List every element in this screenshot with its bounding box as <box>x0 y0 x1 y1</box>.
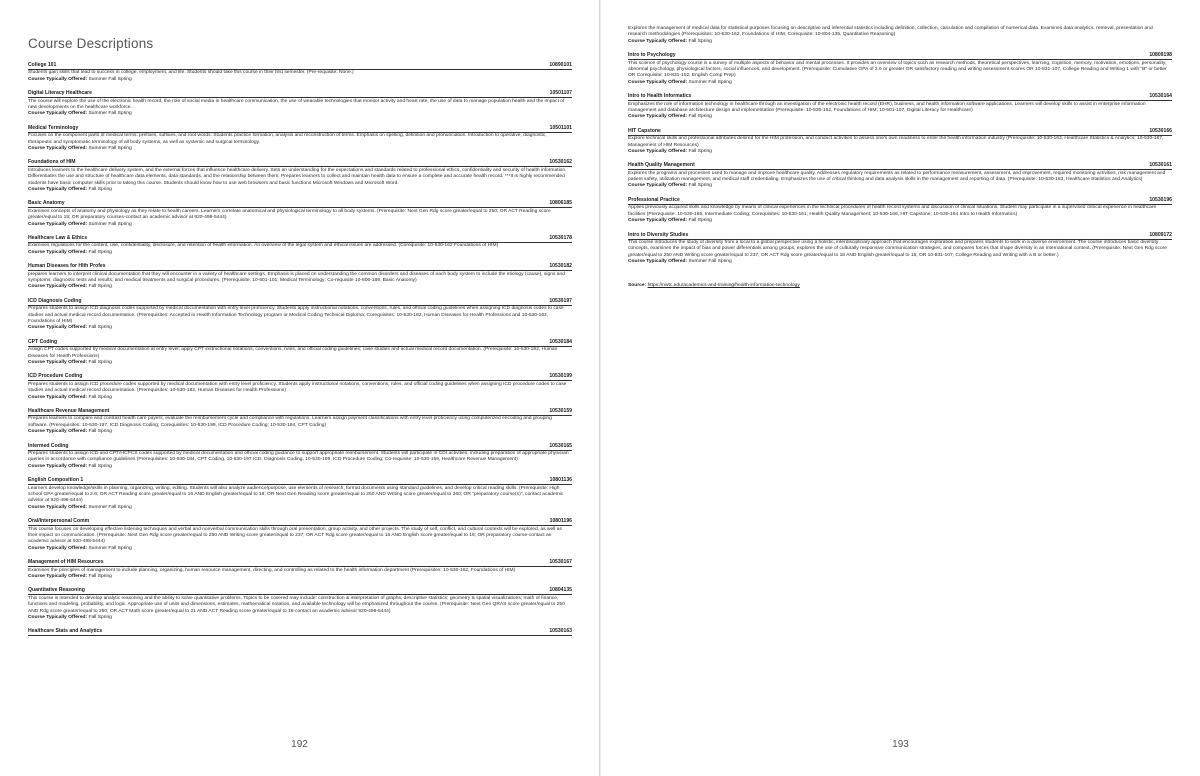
course-description: Prepares students to assign ICD and CPT/HCPCS codes supported by medical documentation and official coding guidance to support appropriate reimbursement. Students will participate in CDI activities, including preparation of appropriate physician queries in accordance with compliance guidelines (Prerequisites: 10-530-184, CPT Coding, 10-530-197 ICD, Diagnosis Coding, 10-530-199, ICD Procedure Coding; Co-requisite: 10-530-159, Healthcare Revenue Management) <box>28 451 569 463</box>
offered-terms: Fall Spring <box>88 614 112 620</box>
course-offered <box>28 325 572 331</box>
course-offered <box>628 183 1172 189</box>
course-description: Students gain skills that lead to success in college, employment, and life. Students should take this course in their first semester. (Pre-requisite: None.) <box>28 70 354 76</box>
course-header <box>28 518 572 526</box>
course-entry <box>28 559 572 580</box>
course-entry <box>28 339 572 366</box>
course-description: Introduces learners to the healthcare delivery system, and the external forces that influence healthcare delivery. Sets an understanding for the expectations and standards related to professional ethics, confidentiality and security of health information. Differentiates the use and structure of healthcare data elements, data standards, and the relationship between them. Prepares learners to collect and maintain health data to ensure a complete and accurate health record. ***It is highly recommended students have basic computer skills prior to taking this course. Students should know how to use web browsers and basic functions Microsoft Windows and Microsoft Word. <box>28 167 567 186</box>
offered-terms: Fall Spring <box>88 359 112 365</box>
course-header <box>28 408 572 416</box>
course-offered <box>628 259 1172 265</box>
course-code: 10530161 <box>1149 162 1172 169</box>
offered-label: Course Typically Offered: <box>28 429 88 435</box>
course-description: Assign CPT codes supported by medical documentation at entry level; apply CPT instructional notations, conventions, rules, and official coding guidelines; case studies and actual medical record documentation. (Prerequisite: 10-530-182, Human Diseases for Health Professions) <box>28 347 558 359</box>
course-entry <box>628 52 1172 86</box>
course-description: This science of psychology course is a survey of multiple aspects of behavior and mental processes. It provides an overview of topics such as research methods, theoretical perspectives, learning, cognition, memory, motivation, emotions, personality, abnormal psychology, physiological factors, social influences, and development. (Prerequisite: Cumulative GPA of 2.6 or greater OR satisfactory reading and writing assessment scores OR 10-831-107, College Reading and Writing 1 with "B" or better OR Corequisite: 10-831-102, English Comp Prep) <box>628 60 1167 79</box>
source-line <box>628 283 1172 289</box>
course-offered <box>28 505 572 511</box>
course-title: Management of HIM Resources <box>28 559 104 566</box>
course-offered <box>28 284 572 290</box>
offered-label: Course Typically Offered: <box>28 394 88 400</box>
course-entry <box>28 235 572 256</box>
course-title: Basic Anatomy <box>28 200 65 207</box>
offered-terms: Fall Spring <box>88 284 112 290</box>
course-continuation <box>628 26 1172 45</box>
course-entry <box>28 298 572 332</box>
course-entry <box>28 518 572 552</box>
course-description: Prepares students to assign ICD procedure codes supported by medical documentation with entry level proficiency. Students apply instructional notations, conventions, rules, and official coding guidelines when assigning ICD procedure codes to case studies and actual medical record documentation. (Prerequisites: 10-530-182, Human Diseases for Health Professions) <box>28 381 567 394</box>
offered-terms: Fall Spring <box>688 183 712 189</box>
course-description: prepares learners to interpret clinical documentation that they will encounter in a variety of healthcare settings. Emphasis is placed on understanding the common disorders and diseases of each body system to include the etiology (cause), signs and symptoms, diagnostic tests and results, and medical treatments and surgical procedures. (Prerequisite: 10-501-101, Medical Terminology; Co-requisite 10-806-189, Basic Anatomy) <box>28 271 565 284</box>
course-title: Intro to Health Informatics <box>628 93 692 100</box>
course-description: This course focuses on developing effective listening techniques and verbal and nonverbal communication skills through oral presentation, group activity, and other projects. The study of self, conflict, and cultural contexts will be explored, as well as their impact on communication. (Prerequisite: Next Gen Rdg score greater/equal to 250 AND Writing score greater/equal to 237; OR ACT Rdg score greater/equal to 16 AND English score greater/equal to 16; OR preparatory course-contact an academic advisor at 920-498-5444) <box>28 526 562 545</box>
course-description: Examines the principles of management to include planning, organizing, human resource management, directing, and controlling as related to the health information department (Prerequisites: 10-530-162, Foundations of HIM) <box>28 567 516 573</box>
offered-terms: Summer Fall Spring <box>88 145 132 151</box>
offered-label: Course Typically Offered: <box>28 325 88 331</box>
course-code: 10806185 <box>549 200 572 207</box>
course-entry <box>628 128 1172 155</box>
course-header <box>28 339 572 347</box>
course-code: 10501107 <box>549 90 572 97</box>
course-offered <box>28 250 572 256</box>
offered-label: Course Typically Offered: <box>28 76 88 82</box>
course-offered <box>628 149 1172 155</box>
course-header <box>28 559 572 567</box>
offered-label: Course Typically Offered: <box>28 359 88 365</box>
course-offered <box>28 429 572 435</box>
course-title: Medical Terminology <box>28 124 79 131</box>
course-code: 10530163 <box>549 628 572 635</box>
course-code: 10530196 <box>1149 197 1172 203</box>
course-code: 10530178 <box>549 235 572 242</box>
course-header <box>628 52 1172 60</box>
offered-label: Course Typically Offered: <box>628 218 688 224</box>
offered-label: Course Typically Offered: <box>28 504 88 510</box>
left-course-list <box>28 62 572 644</box>
course-entry <box>28 159 572 193</box>
course-code: 10530167 <box>549 559 572 566</box>
offered-label: Course Typically Offered: <box>28 545 88 551</box>
course-description: Examines regulations for the content, use, confidentiality, disclosure, and retention of health information. An overview of the legal system and ethical issues are addressed. (Corequisite: 10-530-162 Foundations of HIM) <box>28 243 499 249</box>
course-code: 10501101 <box>549 124 572 131</box>
course-description: Emphasizes the role of information technology in healthcare through an investigation of the electronic health record (EHR), business, and health information software applications. Learners will develop skills to assist in enterprise information management and database architecture design and implementation (Prerequisite: 10-530-162, Foundations of HIM; 10-501-107, Digital Literacy for Healthcare) <box>628 101 1146 113</box>
offered-terms: Summer Fall Spring <box>688 79 732 85</box>
offered-terms: Fall Spring <box>88 429 112 435</box>
right-page <box>600 0 1200 776</box>
course-code: 10801136 <box>549 477 572 484</box>
offered-terms: Fall Spring <box>88 186 112 192</box>
offered-label: Course Typically Offered: <box>28 614 88 620</box>
course-header <box>28 298 572 306</box>
offered-label: Course Typically Offered: <box>628 148 688 154</box>
course-offered <box>28 546 572 552</box>
course-description: Prepares students to assign ICD diagnosis codes supported by medical documentation with entry level proficiency. Students apply instructional notations, conventions, rules, and official coding guidelines when assigning ICD diagnosis codes to case studies and actual medical record documentation. (Prerequisites: Accepted in Health Information Technology program or Medical Coding Technical Diploma; Corequisites: 10-530-182, Human Diseases for Health Professions and 10-530-162, Foundations of HIM) <box>28 306 564 324</box>
course-title: Intro to Psychology <box>628 52 676 59</box>
offered-terms: Fall Spring <box>688 218 712 224</box>
course-header <box>28 373 572 381</box>
offered-label: Course Typically Offered: <box>628 38 688 44</box>
course-code: 10801196 <box>549 518 572 525</box>
course-offered <box>28 187 572 193</box>
course-header <box>628 128 1172 136</box>
course-offered <box>28 77 572 83</box>
course-header <box>28 263 572 271</box>
course-description: This course is intended to develop analytic reasoning and the ability to solve quantitative problems. Topics to be covered may include: construction & interpretation of graphs, descriptive statistics; geometry & spatial visualizations; math of finance, functions and modeling, probability, and logic. Appropriate use of units and dimensions, estimates, mathematical notation, and available technology will be emphasized throughout the course. (Prerequisite: Next Gen QRAS score greater/equal to 250 AND Rdg score greater/equal to 250; OR ACT Math score greater/equal to 21 AND ACT Reading score greater/equal to 16-contact an academic advisor 920-498-5444) <box>28 595 565 614</box>
course-title: Healthcare Revenue Management <box>28 408 110 415</box>
course-code: 10530184 <box>549 338 572 345</box>
course-title: Quantitative Reasoning <box>28 587 85 594</box>
source-label: Source: <box>628 283 647 289</box>
course-entry <box>28 587 572 621</box>
course-offered <box>628 114 1172 120</box>
course-entry <box>28 263 572 290</box>
course-entry <box>628 93 1172 120</box>
course-description: Explore technical skills and professional attributes desired for the HIM profession, and conduct activities to assess one's own readiness to enter the health information industry (Prerequisite: 10-530-163, Healthcare Statistics & Analytics; 10-530-167, Management of HIM Resources) <box>628 136 1164 148</box>
offered-label: Course Typically Offered: <box>628 114 688 120</box>
course-title: Professional Practice <box>628 197 680 203</box>
right-course-list <box>628 26 1172 290</box>
course-title: Health Quality Management <box>628 162 695 169</box>
page-heading: Course Descriptions <box>28 36 154 51</box>
course-title: Healthcare Law & Ethics <box>28 235 88 242</box>
offered-label: Course Typically Offered: <box>28 249 88 255</box>
course-title: Human Diseases for Hlth Profes <box>28 263 106 270</box>
offered-label: Course Typically Offered: <box>28 573 88 579</box>
offered-terms: Fall Spring <box>688 114 712 120</box>
source-link[interactable]: https://nwtc.edu/academics-and-training/health-information-technology <box>647 283 800 289</box>
offered-terms: Fall Spring <box>88 573 112 579</box>
course-header <box>628 232 1172 240</box>
offered-label: Course Typically Offered: <box>628 259 688 265</box>
course-title: Intermed Coding <box>28 442 69 449</box>
course-offered <box>28 360 572 366</box>
course-entry <box>28 125 572 152</box>
course-header <box>28 90 572 98</box>
course-offered <box>28 222 572 228</box>
course-offered <box>28 111 572 117</box>
course-description: Learners develop knowledge/skills in planning, organizing, writing, editing. Students will also analyze audience/purpose, use elements of research, format documents using standard guidelines, and develop critical reading skills. (Prerequisite: High school GPA greater/equal to 2.6; OR ACT Reading score greater/equal to 16 AND English greater/equal to 18; OR Next Gen Reading score greater/equal to 250 AND Writing score greater/equal to 260; OR "preparatory course(s)", contact academic advisor at 920-498-5444) <box>28 485 564 504</box>
course-title: Oral/Interpersonal Comm <box>28 518 90 525</box>
course-title: Healthcare Stats and Analytics <box>28 628 103 635</box>
course-header <box>28 125 572 133</box>
course-description: Explores the programs and processes used to manage and improve healthcare quality. Addresses regulatory requirements as related to performance measurement, assessment, and improvement, required monitoring activities, risk management and patient safety, utilization management, and medical staff credentialing. Emphasizes the use of critical thinking and data analysis skills in the management and reporting of data. (Prerequisite: 10-530-163, Healthcare Statistics and Analytics) <box>628 170 1166 183</box>
course-entry <box>28 200 572 227</box>
course-title: ICD Procedure Coding <box>28 373 83 380</box>
course-code: 10530182 <box>549 263 572 270</box>
course-offered <box>628 80 1172 86</box>
course-title: ICD Diagnosis Coding <box>28 297 82 304</box>
course-header <box>28 200 572 208</box>
course-header <box>28 443 572 451</box>
offered-label: Course Typically Offered: <box>628 183 688 189</box>
offered-terms: Summer Fall Spring <box>88 111 132 117</box>
course-entry <box>628 197 1172 224</box>
course-header <box>28 159 572 167</box>
offered-terms: Fall Spring <box>688 148 712 154</box>
course-description: This course introduces the study of diversity from a local to a global perspective using a holistic, interdisciplinary approach that encourages exploration and prepares students to work in a diverse environment. The course introduces basic diversity concepts, examines the impact of bias and power differentials among groups, explores the use of culturally responsive communication strategies, and compares forces that shape diversity in an international context. (Prerequisite: Next Gen Rdg score greater/equal to 250 AND Writing score greater/equal to 237, OR ACT Rdg score greater/equal to 16 AND English greater/equal to 15; OR 10-831-107, College Reading and Writing with a B or better.) <box>628 240 1167 258</box>
course-offered <box>28 615 572 621</box>
course-header <box>628 197 1172 205</box>
course-entry <box>28 62 572 83</box>
offered-terms: Fall Spring <box>688 38 712 44</box>
course-entry <box>28 628 572 636</box>
offered-terms: Fall Spring <box>88 463 112 469</box>
course-code: 10809172 <box>1149 231 1172 238</box>
course-title: HIT Capstone <box>628 127 661 134</box>
page-number: 193 <box>892 739 909 750</box>
course-description: Prepares learners to compare and contrast health care payers, evaluate the reimbursement cycle and compliance with regulations. Learners assign payment classifications with entry level proficiency using computerized encoding and grouping software. (Prerequisites: 10-530-197, ICD Diagnosis Coding; Corequisites: 10-530-199, ICD Procedure Coding; 10-530-184, CPT Coding) <box>28 416 552 428</box>
course-title: CPT Coding <box>28 338 58 345</box>
course-title: College 101 <box>28 62 57 68</box>
course-description: Focuses on the component parts of medical terms: prefixes, suffixes, and root words. Students practice formation, analysis and reconstruction of terms. Emphasis on spelling, definition and pronunciation. Introduction to operative, diagnostic, therapeutic and symptomatic terminology of all body systems, as well as systemic and surgical terminology. <box>28 133 547 145</box>
offered-terms: Summer Fall Spring <box>88 221 132 227</box>
course-entry <box>628 162 1172 189</box>
offered-terms: Fall Spring <box>88 325 112 331</box>
offered-label: Course Typically Offered: <box>28 284 88 290</box>
course-description: Explores the management of medical data for statistical purposes focusing on descriptive and inferential statistics including definition, collection, calculation and compilation of numerical data. Examines data analytics, retrieval, presentation and research methodologies (Prerequisites: 10-530-162, Foundations of HIM, Corequisite: 10-804-135, Quantitative Reasoning) <box>628 26 1153 38</box>
course-code: 10804135 <box>549 587 572 594</box>
course-header <box>28 62 572 70</box>
offered-terms: Fall Spring <box>88 394 112 400</box>
course-code: 10530166 <box>1149 127 1172 134</box>
course-code: 10530159 <box>549 408 572 415</box>
course-header <box>628 162 1172 170</box>
course-header <box>628 93 1172 101</box>
offered-label: Course Typically Offered: <box>28 145 88 151</box>
course-code: 10890101 <box>549 62 572 68</box>
offered-terms: Summer Fall Spring <box>88 504 132 510</box>
course-entry <box>28 90 572 117</box>
course-offered <box>28 464 572 470</box>
course-title: Foundations of HIM <box>28 159 76 166</box>
course-offered <box>28 395 572 401</box>
course-code: 10530164 <box>1149 93 1172 100</box>
course-entry <box>28 408 572 435</box>
offered-label: Course Typically Offered: <box>28 221 88 227</box>
offered-terms: Fall Spring <box>88 249 112 255</box>
course-code: 10809198 <box>1149 52 1172 59</box>
course-title: English Composition 1 <box>28 477 84 484</box>
course-code: 10530165 <box>549 442 572 449</box>
course-offered <box>628 39 1172 45</box>
course-entry <box>28 443 572 470</box>
course-header <box>28 628 572 636</box>
course-description: Applies previously acquired skills and knowledge by means of clinical experiences in the technical procedures of health record systems and discussion of clinical situations. Student may participate in a supervised clinical experience in healthcare facilities (Prerequisite: 10-530-165, Intermediate Coding; Corequisites: 10-530-161, Health Quality Management; 10-530-166, HIT Capstone; 10-530-164 Intro to Health Informatics) <box>628 205 1157 217</box>
page-number: 192 <box>291 739 308 750</box>
offered-label: Course Typically Offered: <box>28 111 88 117</box>
course-code: 10530197 <box>549 297 572 304</box>
course-header <box>28 477 572 485</box>
offered-label: Course Typically Offered: <box>28 186 88 192</box>
offered-label: Course Typically Offered: <box>28 463 88 469</box>
course-code: 10530199 <box>549 373 572 380</box>
course-description: The course will explore the use of the electronic health record, the role of social media in healthcare communication, the use of wearable technologies that monitor activity and heart rate, the use of data to manage population health and the impact of new developments on the healthcare workforce. <box>28 98 565 110</box>
course-header <box>28 235 572 243</box>
course-title: Intro to Diversity Studies <box>628 231 689 238</box>
course-code: 10530162 <box>549 159 572 166</box>
offered-terms: Summer Fall Spring <box>88 545 132 551</box>
offered-terms: Summer Fall Spring <box>688 259 732 265</box>
course-entry <box>28 373 572 400</box>
course-offered <box>28 146 572 152</box>
offered-terms: Summer Fall Spring <box>88 76 132 82</box>
course-offered <box>28 574 572 580</box>
course-entry <box>628 232 1172 266</box>
offered-label: Course Typically Offered: <box>628 79 688 85</box>
course-entry <box>28 477 572 511</box>
course-description: Examines concepts of anatomy and physiology as they relate to health careers. Learners correlate anatomical and physiological terminology to all body systems. (Prerequisite: Next Gen Rdg score greater/equal to 250; OR ACT Reading score greater/equal to 15; OR preparatory courses-contact an academic advisor at 920-498-5444) <box>28 208 551 221</box>
course-title: Digital Literacy Healthcare <box>28 90 92 97</box>
course-header <box>28 587 572 595</box>
course-offered <box>628 218 1172 224</box>
